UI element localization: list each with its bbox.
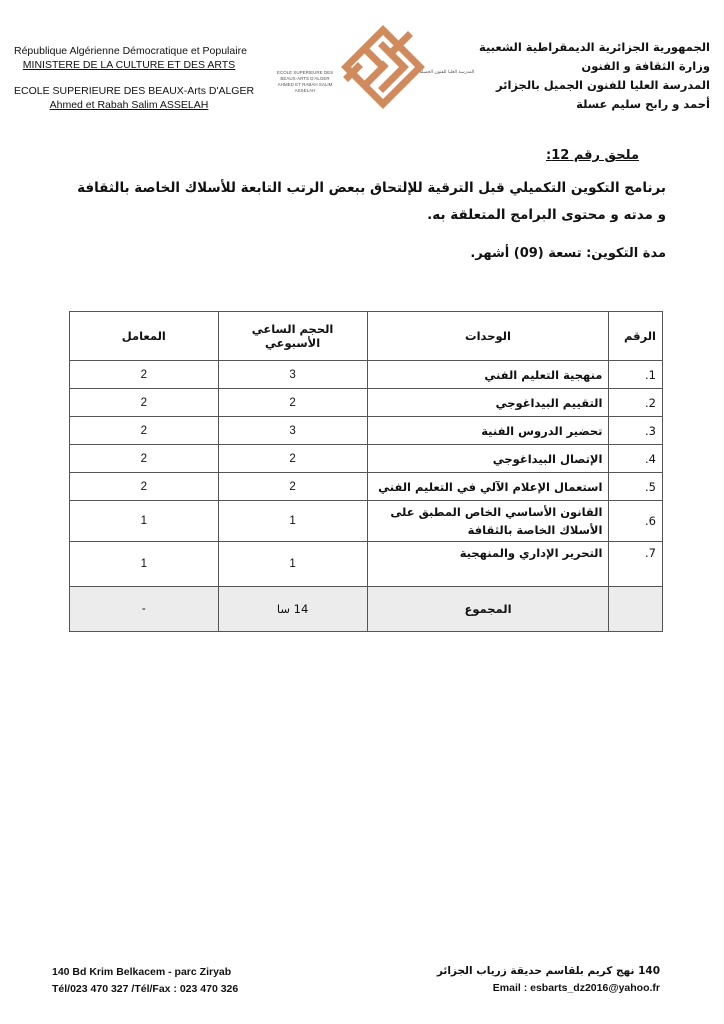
header-coefficient: المعامل <box>70 312 219 361</box>
total-number-cell <box>609 587 663 632</box>
row-number: 6. <box>609 501 663 542</box>
row-unit: القانون الأساسي الخاص المطبق على الأسلاك الخاصة بالثقافة <box>367 501 609 542</box>
footer-address-ar: 140 نهج كريم بلقاسم حديقة زرياب الجزائر <box>436 965 660 977</box>
logo-caption-right: المدرسة العليا للفنون الجميلة <box>419 70 475 75</box>
row-coef: 2 <box>70 417 219 445</box>
total-coef: - <box>70 587 219 632</box>
header-left <box>14 44 255 112</box>
row-coef: 2 <box>70 361 219 389</box>
row-hours: 2 <box>218 473 367 501</box>
footer-address-fr: 140 Bd Krim Belkacem - parc Ziryab <box>52 966 232 978</box>
row-coef: 2 <box>70 473 219 501</box>
header-number: الرقم <box>609 312 663 361</box>
table-row <box>70 473 663 501</box>
row-hours: 3 <box>218 417 367 445</box>
row-unit: استعمال الإعلام الآلي في التعليم الفني <box>367 473 609 501</box>
header-right-school-names: أحمد و رابح سليم عسلة <box>576 97 710 111</box>
training-duration: مدة التكوين: تسعة (09) أشهر. <box>470 246 666 261</box>
footer-phone: Tél/023 470 327 /Tél/Fax : 023 470 326 <box>52 983 239 995</box>
row-unit: الإتصال البيداغوجي <box>367 445 609 473</box>
total-label: المجموع <box>367 587 609 632</box>
header-left-republic: République Algérienne Démocratique et Populaire <box>14 45 247 57</box>
header-right-school: المدرسة العليا للفنون الجميل بالجزائر <box>495 78 710 92</box>
row-number: 1. <box>609 361 663 389</box>
table-row <box>70 389 663 417</box>
row-coef: 2 <box>70 389 219 417</box>
header-right-ministry: وزارة الثقافة و الفنون <box>581 59 710 73</box>
total-hours: 14 سا <box>218 587 367 632</box>
modules-table <box>69 311 663 632</box>
row-unit: منهجية التعليم الفني <box>367 361 609 389</box>
table-header-row <box>70 312 663 361</box>
row-coef: 2 <box>70 445 219 473</box>
header-left-school-names: Ahmed et Rabah Salim ASSELAH <box>49 99 209 111</box>
row-number: 7. <box>609 542 663 587</box>
footer-email: Email : esbarts_dz2016@yahoo.fr <box>492 982 660 994</box>
logo-caption-left: ECOLE SUPERIEURE DES BEAUX-ARTS D'ALGER AHMED ET RABAH SALIM ASSELAH <box>276 70 334 93</box>
table-row <box>70 445 663 473</box>
row-hours: 2 <box>218 389 367 417</box>
table-row <box>70 542 663 587</box>
header-right <box>465 38 710 114</box>
table-row <box>70 417 663 445</box>
row-hours: 1 <box>218 542 367 587</box>
row-number: 4. <box>609 445 663 473</box>
row-unit: التقييم البيداغوجي <box>367 389 609 417</box>
row-unit: تحضير الدروس الفنية <box>367 417 609 445</box>
table-total-row <box>70 587 663 632</box>
footer-right <box>437 963 660 997</box>
row-number: 2. <box>609 389 663 417</box>
row-coef: 1 <box>70 501 219 542</box>
table-row <box>70 361 663 389</box>
header-weekly-hours: الحجم الساعي الأسبوعي <box>218 312 367 361</box>
row-hours: 3 <box>218 361 367 389</box>
intro-paragraph: برنامج التكوين التكميلي قبل الترقية للإلتحاق ببعض الرتب التابعة للأسلاك الخاصة بالثقافة و مدته و محتوى البرامج المتعلقة به. <box>77 180 666 223</box>
header-right-republic: الجمهورية الجزائرية الديمقراطية الشعبية <box>478 40 710 54</box>
header-unit: الوحدات <box>367 312 609 361</box>
row-number: 3. <box>609 417 663 445</box>
header-left-school: ECOLE SUPERIEURE DES BEAUX-Arts D'ALGER <box>14 85 255 97</box>
row-hours: 1 <box>218 501 367 542</box>
row-hours: 2 <box>218 445 367 473</box>
footer-left <box>52 964 238 998</box>
table-row <box>70 501 663 542</box>
row-number: 5. <box>609 473 663 501</box>
row-coef: 1 <box>70 542 219 587</box>
header-left-ministry: MINISTERE DE LA CULTURE ET DES ARTS <box>22 59 236 71</box>
annex-title: ملحق رقم 12: <box>546 148 639 163</box>
row-unit: التحرير الإداري والمنهجية <box>367 542 609 587</box>
